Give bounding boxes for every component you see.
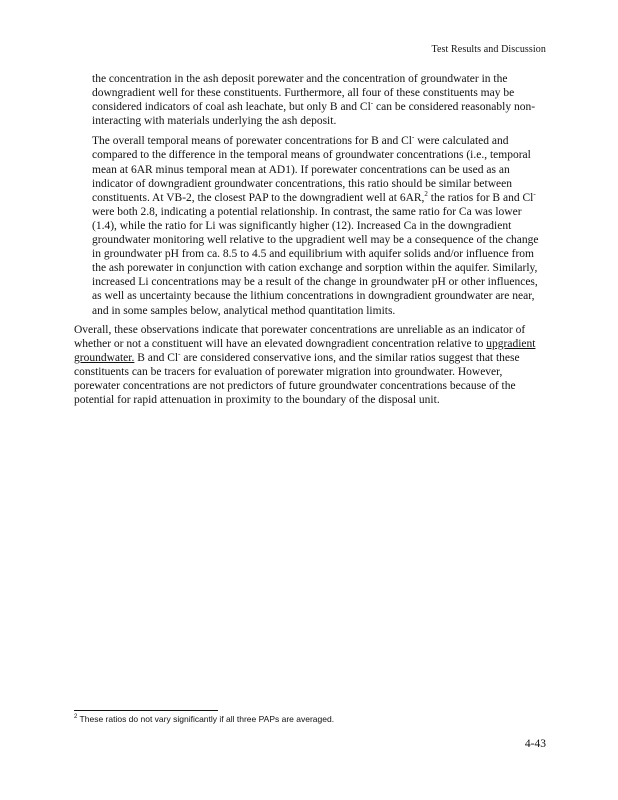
p3-text-b: B and Cl	[134, 351, 179, 364]
chloride-superscript: -	[178, 349, 181, 358]
page-number: 4-43	[524, 738, 546, 750]
p2-text-d: were both 2.8, indicating a potential relationship. In contrast, the same ratio for Ca was lower (1.4), while the ratio for Li was significantly higher (12). Increased Ca in the downgradient groundwater monitoring well relative to the upgradient well may be a consequence of the change in groundwater pH from ca. 8.5 to 4.5 and equilibrium with aquifer solids and/or influence from the ash porewater in conjunction with cation exchange and sorption within the aquifer. Similarly, increased Li concentrations may be a result of the change in groundwater pH or other influences, as well as uncertainty because the lithium concentrations in downgradient groundwater are near, and in some samples below, analytical method quantitation limits.	[92, 205, 539, 317]
paragraph-continuation	[74, 72, 546, 128]
footnote-mark: 2	[74, 714, 78, 721]
footnote-text: These ratios do not vary significantly if all three PAPs are averaged.	[77, 714, 335, 724]
footnote-divider	[74, 710, 218, 711]
p1-end-text: can be considered reasonably non-interacting with materials underlying the ash deposit.	[92, 101, 536, 128]
chloride-superscript: -	[533, 189, 536, 198]
running-header: Test Results and Discussion	[431, 44, 546, 55]
p2-text-a: The overall temporal means of porewater concentrations for B and Cl	[92, 135, 412, 148]
p3-text-a: Overall, these observations indicate that porewater concentrations are unreliable as an indicator of whether or not a constituent will have an elevated downgradient concentration relative to	[74, 323, 526, 350]
paragraph-overall	[74, 323, 546, 408]
p3-text-c: are considered conservative ions, and the similar ratios suggest that these constituents can be tracers for evaluation of porewater migration into groundwater. However, porewater concentrations are not predictors of future groundwater concentrations because of the potential for rapid attenuation in proximity to the boundary of the disposal unit.	[74, 351, 520, 407]
footnote	[74, 714, 334, 724]
footnote-reference: 2	[424, 189, 428, 198]
p2-text-b: were calculated and compared to the difference in the temporal means of groundwater concentrations (i.e., temporal mean at 6AR minus temporal mean at AD1). If porewater concentrations can be used as an indicator of downgradient groundwater concentrations, this ratio should be similar between constituents. At VB-2, the closest PAP to the downgradient well at 6AR,	[92, 135, 531, 204]
chloride-superscript: -	[370, 99, 374, 108]
p2-text-c: the ratios for B and Cl	[427, 191, 534, 204]
p1-text: the concentration in the ash deposit porewater and the concentration of groundwater in the downgradient well for these constituents. Furthermore, all four of these constituents may be considered indicators of coal ash leachate, but only B and Cl	[92, 73, 515, 114]
underlined-phrase: upgradient groundwater.	[74, 337, 536, 364]
body-text	[74, 72, 546, 407]
chloride-superscript: -	[411, 133, 415, 142]
paragraph-temporal-means	[74, 134, 546, 317]
